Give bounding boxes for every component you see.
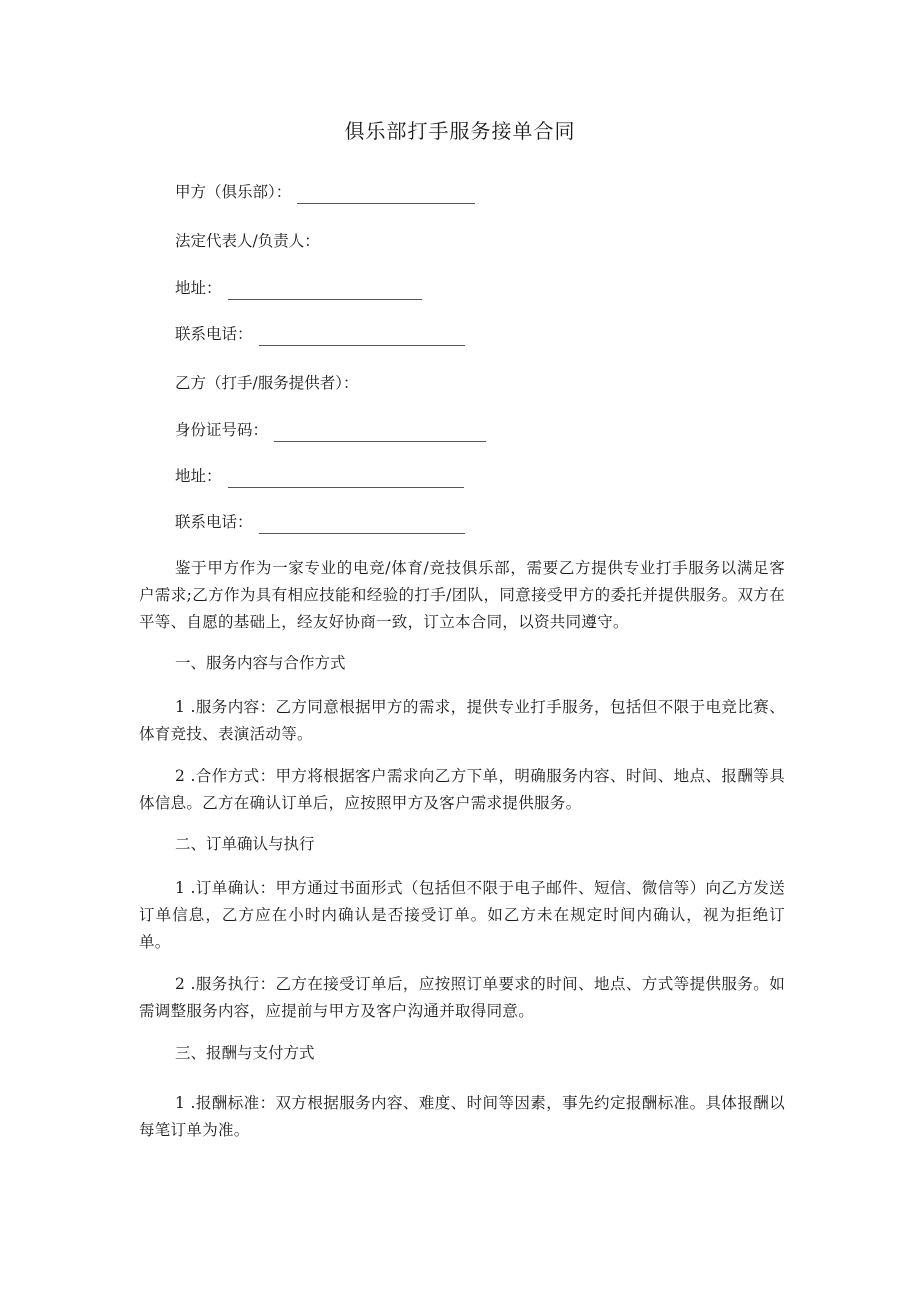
section-1-heading: 一、服务内容与合作方式: [175, 654, 346, 672]
section-2-clause-1: 1 .订单确认：甲方通过书面形式（包括但不限于电子邮件、短信、微信等）向乙方发送订单信息，乙方应在小时内确认是否接受订单。如乙方未在规定时间内确认，视为拒绝订单。: [139, 879, 785, 951]
party-b-id-field: [175, 418, 486, 442]
party-b-phone-label: 联系电话：: [175, 513, 253, 531]
section-3-clause-1: 1 .报酬标准：双方根据服务内容、难度、时间等因素，事先约定报酬标准。具体报酬以每笔订单为准。: [139, 1094, 785, 1139]
party-b-address-blank[interactable]: [228, 469, 464, 488]
party-a-field: [175, 180, 475, 204]
party-a-address-label: 地址：: [175, 279, 222, 297]
party-a-blank[interactable]: [297, 185, 475, 204]
party-b-address-field: [175, 464, 464, 488]
party-b-id-blank[interactable]: [274, 423, 486, 442]
party-a-address-blank[interactable]: [228, 281, 422, 300]
party-b-phone-field: [175, 510, 465, 534]
document-title: 俱乐部打手服务接单合同: [344, 119, 576, 143]
party-b-address-label: 地址：: [175, 467, 222, 485]
party-a-phone-label: 联系电话：: [175, 325, 253, 343]
party-b-id-label: 身份证号码：: [175, 421, 269, 439]
representative-field: [175, 229, 320, 253]
party-b-label: 乙方（打手/服务提供者）：: [175, 374, 359, 392]
party-a-label: 甲方（俱乐部）：: [175, 183, 292, 201]
section-1-clause-1: 1 .服务内容：乙方同意根据甲方的需求，提供专业打手服务，包括但不限于电竞比赛、体育竞技、表演活动等。: [139, 698, 785, 743]
section-2-clause-2: 2 .服务执行：乙方在接受订单后，应按照订单要求的时间、地点、方式等提供服务。如需调整服务内容，应提前与甲方及客户沟通并取得同意。: [139, 975, 785, 1020]
party-a-phone-blank[interactable]: [259, 327, 465, 346]
preamble-paragraph: 鉴于甲方作为一家专业的电竞/体育/竞技俱乐部，需要乙方提供专业打手服务以满足客户需求;乙方作为具有相应技能和经验的打手/团队，同意接受甲方的委托并提供服务。双方在平等、自愿的基础上，经友好协商一致，订立本合同，以资共同遵守。: [139, 559, 785, 631]
party-a-address-field: [175, 276, 422, 300]
section-1-clause-2: 2 .合作方式：甲方将根据客户需求向乙方下单，明确服务内容、时间、地点、报酬等具体信息。乙方在确认订单后，应按照甲方及客户需求提供服务。: [139, 767, 785, 812]
party-b-phone-blank[interactable]: [259, 515, 465, 534]
representative-label: 法定代表人/负责人：: [175, 232, 320, 250]
party-a-phone-field: [175, 322, 465, 346]
party-b-field: [175, 371, 358, 395]
section-2-heading: 二、订单确认与执行: [175, 835, 315, 853]
section-3-heading: 三、报酬与支付方式: [175, 1044, 315, 1062]
